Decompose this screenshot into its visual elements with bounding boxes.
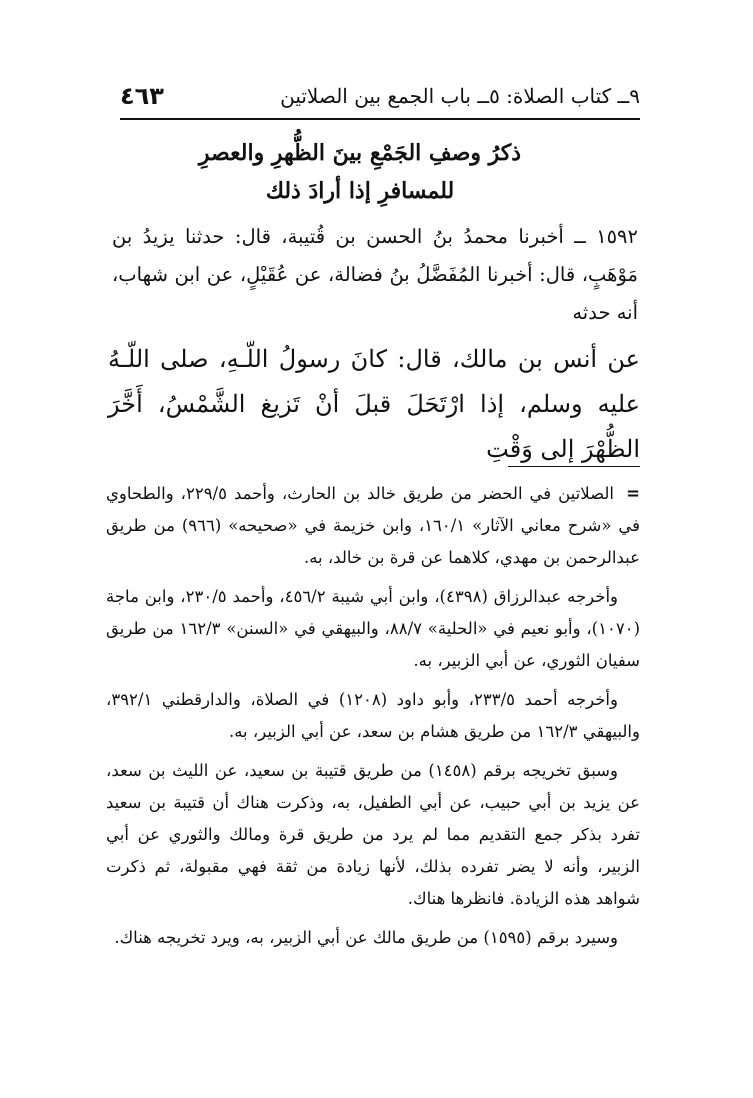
footnote-paragraph: وسبق تخريجه برقم (١٤٥٨) من طريق قتيبة بن سعيد، عن الليث بن سعد، عن يزيد بن أبي حبيب، عن أبي الطفيل، به، وذكرت هناك أن قتيبة بن سعيد تفرد بذكر جمع التقديم مما لم يرد من طريق قرة ومالك والثوري عن أبي الزبير، وأنه لا يضر تفرده بذلك، لأنها زيادة من ثقة فهي مقبولة، ثم ذكرت شواهد هذه الزيادة. فانظرها هناك. (106, 761, 640, 908)
footnotes (106, 478, 640, 961)
page-header (120, 76, 640, 120)
section-title-line-2: للمسافرِ إذا أرادَ ذلك (265, 178, 455, 204)
section-title (150, 134, 570, 210)
continuation-mark: = (626, 484, 640, 503)
footnote-divider (508, 466, 640, 467)
footnote-paragraph (106, 478, 640, 574)
footnote-paragraph: وأخرجه أحمد ٢٣٣/٥، وأبو داود (١٢٠٨) في الصلاة، والدارقطني ٣٩٢/١، والبيهقي ١٦٢/٣ من طريق هشام بن سعد، عن أبي الزبير، به. (106, 690, 640, 741)
footnote-text: الصلاتين في الحضر من طريق خالد بن الحارث، وأحمد ٢٢٩/٥، والطحاوي في «شرح معاني الآثار» ١٦٠/١، وابن خزيمة في «صحيحه» (٩٦٦) من طريق عبدالرحمن بن مهدي، كلاهما عن قرة بن خالد، به. (106, 484, 640, 567)
hadith-matn: عن أنس بن مالك، قال: كانَ رسولُ اللّـهِ، صلى اللّـهُ عليه وسلم، إذا ارْتَحَلَ قبلَ أنْ تَزيغ الشَّمْسُ، أَخَّرَ الظُّهْرَ إلى وَقْتِ (108, 345, 640, 463)
running-title: ٩ــ كتاب الصلاة: ٥ــ باب الجمع بين الصلاتين (280, 84, 640, 108)
footnote-paragraph: وسيرد برقم (١٥٩٥) من طريق مالك عن أبي الزبير، به، ويرد تخريجه هناك. (114, 928, 618, 947)
section-title-line-1: ذكرُ وصفِ الجَمْعِ بينَ الظُّهرِ والعصرِ (198, 140, 522, 166)
footnote-paragraph: وأخرجه عبدالرزاق (٤٣٩٨)، وابن أبي شيبة ٤٥٦/٢، وأحمد ٢٣٠/٥، وابن ماجة (١٠٧٠)، وأبو نعيم في «الحلية» ٨٨/٧، والبيهقي في «السنن» ١٦٢/٣ من طريق سفيان الثوري، عن أبي الزبير، به. (106, 587, 641, 670)
page-number: ٤٦٣ (120, 82, 164, 110)
hadith-isnad: ١٥٩٢ ــ أخبرنا محمدُ بنُ الحسن بن قُتيبة، قال: حدثنا يزيدُ بن مَوْهَبٍ، قال: أخبرنا المُفَضَّلُ بنُ فضالة، عن عُقَيْلٍ، عن ابن شهاب، أنه حدثه (112, 225, 638, 324)
